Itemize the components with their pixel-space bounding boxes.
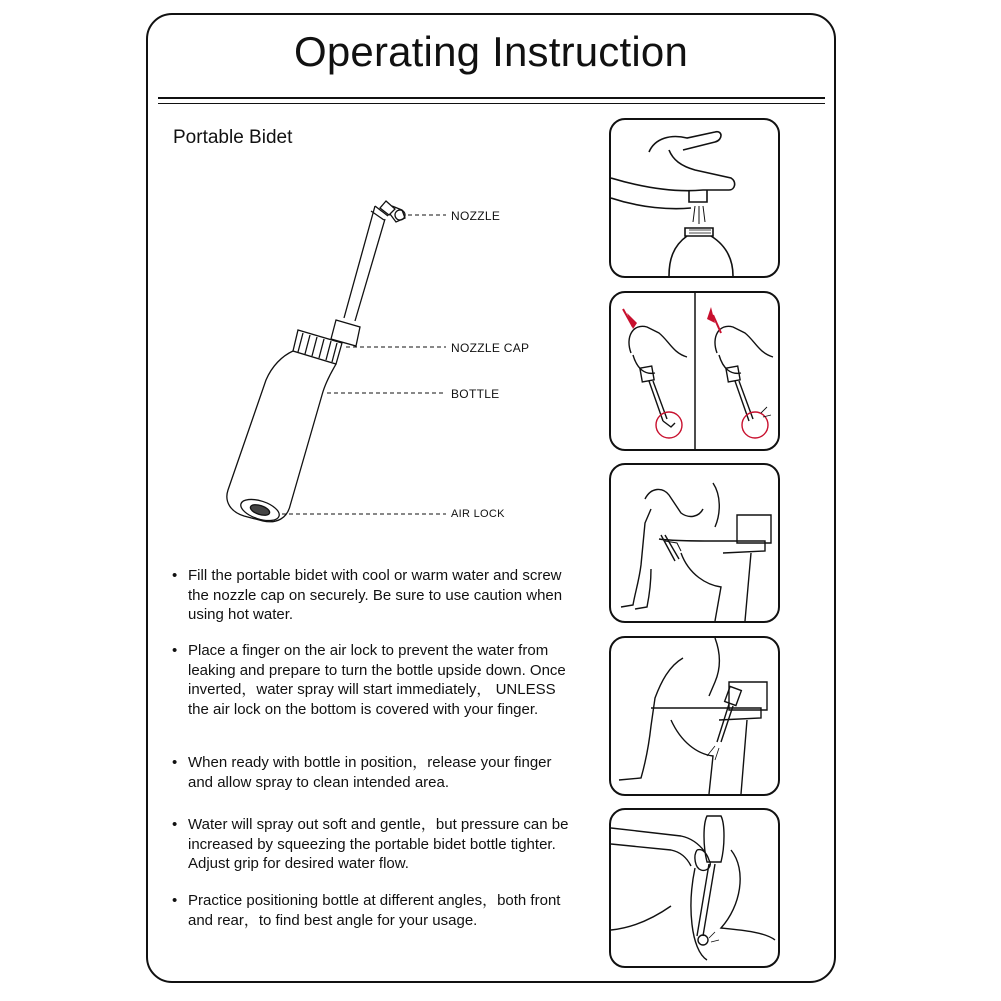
instruction-item: • Water will spray out soft and gentle，but pressure can be increased by squeezing the portable bidet bottle tighter. Adjust grip for desired water flow.	[170, 815, 578, 874]
instruction-item: • Practice positioning bottle at different angles，both front and rear，to find best angle for your usage.	[170, 891, 578, 930]
spraying-on-toilet-illustration-icon	[611, 638, 778, 794]
nozzle-cap-label: NOZZLE CAP	[451, 341, 530, 355]
instruction-item: • Place a finger on the air lock to prevent the water from leaking and prepare to turn the bottle upside down. Once inverted，water spray will start immediately， UNLESS the air lock on the bottom is covered with your finger.	[170, 641, 578, 719]
bottle-label: BOTTLE	[451, 387, 500, 401]
step-1-panel	[609, 118, 780, 278]
instruction-item: • Fill the portable bidet with cool or warm water and screw the nozzle cap on securely. Be sure to use caution when using hot water.	[170, 566, 578, 625]
faucet-filling-bottle-illustration-icon	[611, 120, 778, 276]
nozzle-illustration	[371, 201, 405, 222]
nozzle-label: NOZZLE	[451, 209, 501, 223]
bottle-body-illustration	[227, 351, 336, 522]
instruction-item: • When ready with bottle in position，release your finger and allow spray to clean intended area.	[170, 753, 578, 792]
step-3-panel	[609, 463, 780, 623]
squeeze-bottle-spray-illustration-icon	[611, 810, 778, 966]
product-name: Portable Bidet	[173, 127, 293, 148]
air-lock-label: AIR LOCK	[451, 508, 505, 520]
nozzle-cap-illustration	[293, 320, 360, 364]
finger-on-air-lock-illustration-icon	[611, 293, 778, 449]
page-title: Operating Instruction	[293, 28, 689, 75]
seated-on-toilet-illustration-icon	[611, 465, 778, 621]
step-4-panel	[609, 636, 780, 796]
step-2-panel	[609, 291, 780, 451]
step-5-panel	[609, 808, 780, 968]
